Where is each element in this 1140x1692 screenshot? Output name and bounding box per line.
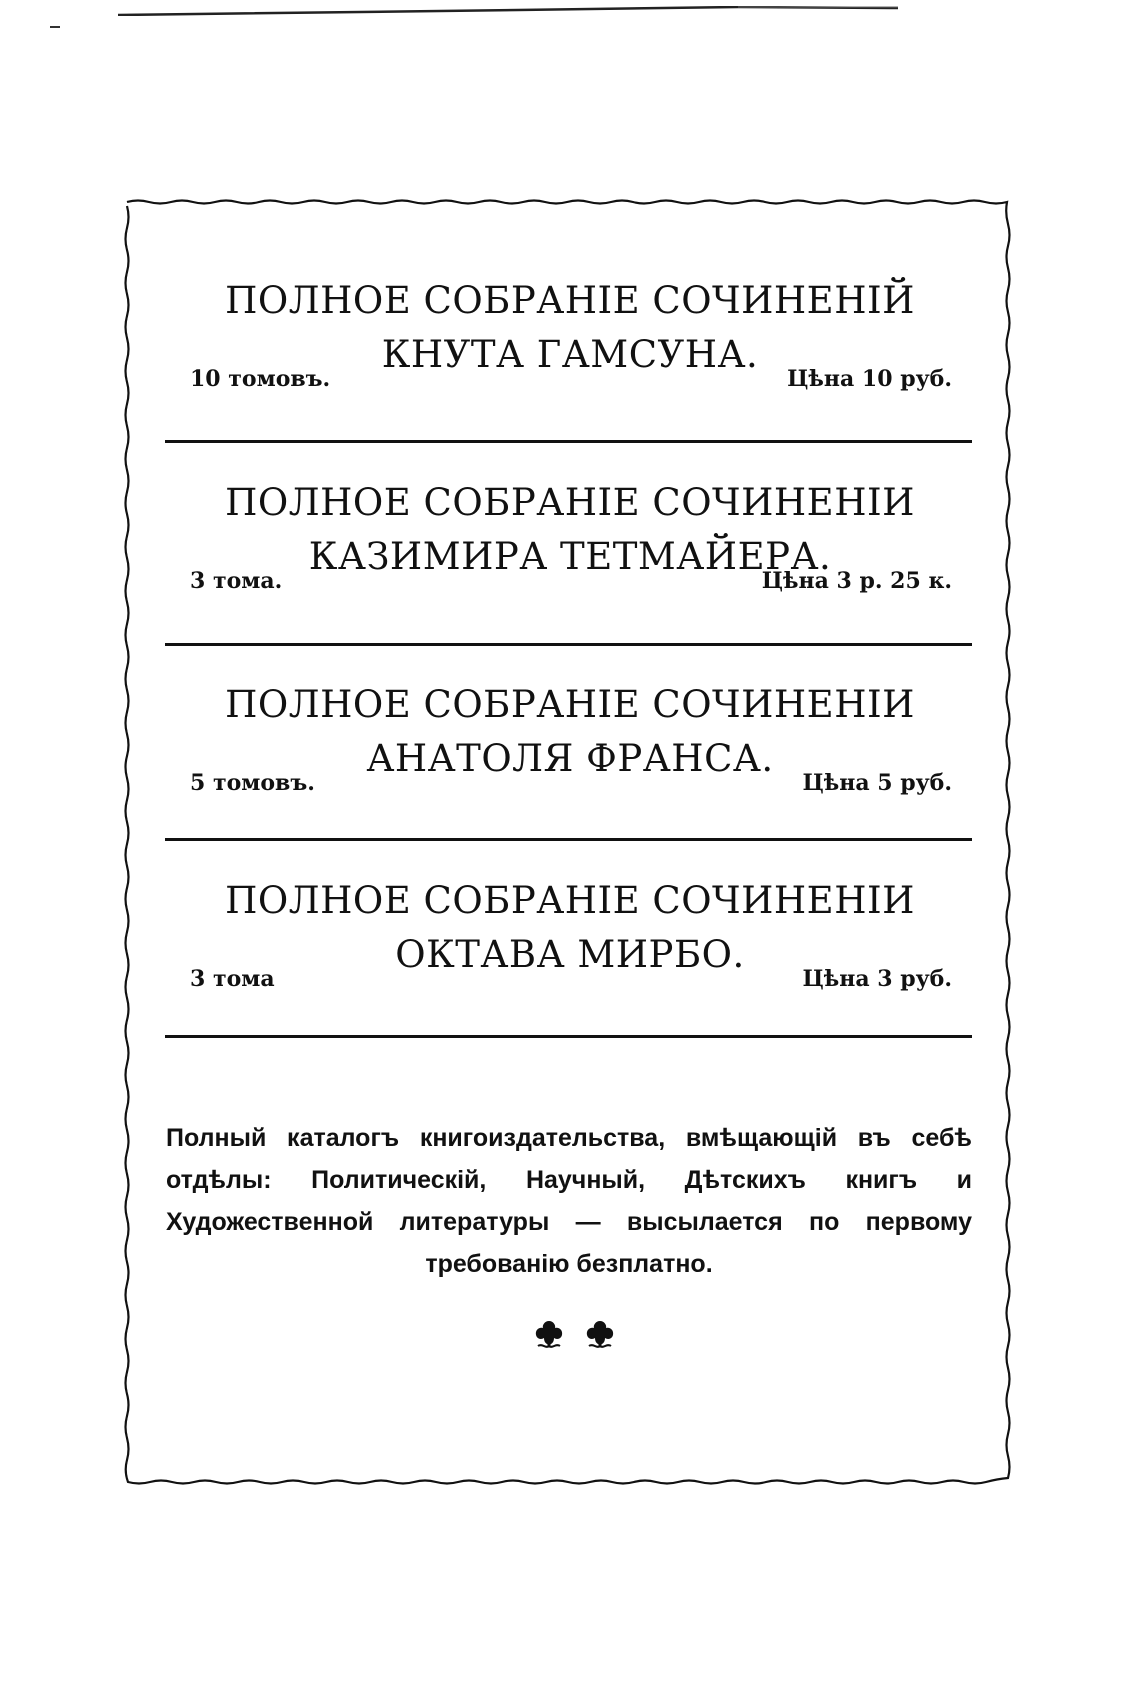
- book-entry-hamsun: [160, 274, 980, 396]
- catalog-note: Полный каталогъ книгоиздательства, вмѣщающій въ себѣ отдѣлы: Политическій, Научный, Дѣтскихъ книгъ и Художественной литературы — высылается по первому требованію безплатно.: [166, 1124, 972, 1278]
- entry-title-line1: ПОЛНОЕ СОБРАНІЕ СОЧИНЕНІИ: [225, 683, 915, 726]
- entry-price: Цѣна 10 руб.: [787, 366, 952, 392]
- book-entry-tetmajer: [160, 476, 980, 598]
- separator-rule: [165, 440, 972, 443]
- entry-meta: [160, 770, 980, 800]
- entry-title-line2: ОКТАВА МИРБО.: [395, 933, 745, 976]
- entry-title-line2: КАЗИМИРА ТЕТМАЙЕРА.: [308, 535, 832, 578]
- separator-rule: [165, 643, 972, 646]
- entry-volumes: 3 тома.: [190, 568, 283, 594]
- entry-price: Цѣна 3 руб.: [802, 966, 952, 992]
- entry-title-line2: КНУТА ГАМСУНА.: [381, 333, 759, 376]
- entry-meta: [160, 366, 980, 396]
- entry-price: Цѣна 5 руб.: [802, 770, 952, 796]
- entry-meta: [160, 966, 980, 996]
- entry-title-line1: ПОЛНОЕ СОБРАНІЕ СОЧИНЕНІЙ: [225, 279, 915, 322]
- entry-volumes: 10 томовъ.: [190, 366, 331, 392]
- entry-price: Цѣна 3 р. 25 к.: [761, 568, 952, 594]
- entry-volumes: 3 тома: [190, 966, 275, 992]
- entry-title-line1: ПОЛНОЕ СОБРАНІЕ СОЧИНЕНІИ: [225, 481, 915, 524]
- entry-meta: [160, 568, 980, 598]
- book-entry-france: [160, 678, 980, 800]
- ornament-icon: [583, 1318, 617, 1352]
- entry-title-line2: АНАТОЛЯ ФРАНСА.: [366, 737, 774, 780]
- entry-volumes: 5 томовъ.: [190, 770, 315, 796]
- ornament-icon: [532, 1318, 566, 1352]
- separator-rule: [165, 1035, 972, 1038]
- separator-rule: [165, 838, 972, 841]
- entry-title-line1: ПОЛНОЕ СОБРАНІЕ СОЧИНЕНІИ: [225, 879, 915, 922]
- book-entry-mirbeau: [160, 874, 980, 996]
